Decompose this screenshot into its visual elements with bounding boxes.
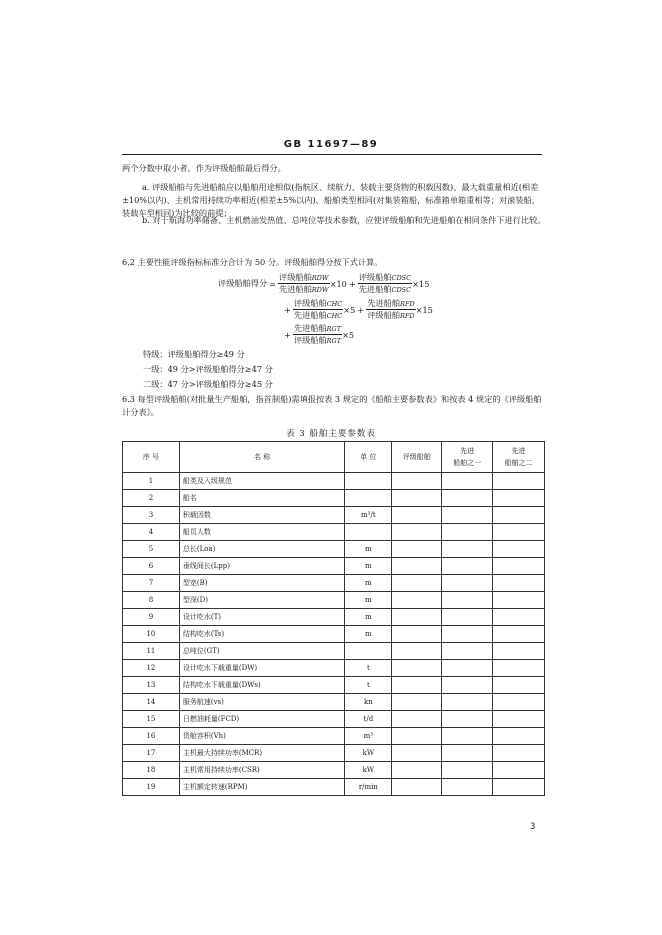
row-advanced-1-value [442, 660, 493, 677]
row-rated-value [392, 473, 442, 490]
row-rated-value [392, 524, 442, 541]
row-no: 15 [123, 711, 180, 728]
table-row [123, 779, 545, 796]
row-no: 18 [123, 762, 180, 779]
row-rated-value [392, 643, 442, 660]
row-advanced-2-value [493, 660, 545, 677]
row-name: 船类及入级规范 [179, 473, 345, 490]
row-rated-value [392, 575, 442, 592]
formula-term-cdsc: $\frac{\text{评级船舶CDSC}}{\text{先进船舶CDSC}}$ [358, 272, 412, 294]
row-rated-value [392, 728, 442, 745]
table-row [123, 609, 545, 626]
section-6-3: 6.3 每型评级船舶(对批量生产船舶，指首制船)需填报按表 3 规定的《船舶主要参数表》和按表 4 规定的《评级船舶计分表》。 [122, 394, 542, 417]
row-advanced-2-value [493, 643, 545, 660]
row-no: 3 [123, 507, 180, 524]
table-row [123, 490, 545, 507]
row-rated-value [392, 541, 442, 558]
row-no: 14 [123, 694, 180, 711]
row-unit: kW [345, 762, 392, 779]
formula-term-rgt: $\frac{\text{先进船舶RGT}}{\text{评级船舶RGT}}$ [293, 323, 342, 345]
row-advanced-2-value [493, 541, 545, 558]
row-name: 货舱容积(Vh) [179, 728, 345, 745]
formula-factor-2: ×15 [412, 278, 430, 289]
formula-term-rdw: $\frac{\text{评级船舶RDW}}{\text{先进船舶RDW}}$ [279, 272, 329, 294]
row-unit [345, 490, 392, 507]
row-no: 10 [123, 626, 180, 643]
row-advanced-1-value [442, 643, 493, 660]
row-name: 结构吃水(Ts) [179, 626, 345, 643]
table-row [123, 524, 545, 541]
row-no: 4 [123, 524, 180, 541]
row-advanced-2-value [493, 694, 545, 711]
row-advanced-1-value [442, 745, 493, 762]
row-name: 设计吃水(T) [179, 609, 345, 626]
row-advanced-1-value [442, 626, 493, 643]
row-advanced-1-value [442, 694, 493, 711]
paragraph-b: b. 对于航海功率储备、主机燃油发热值、总吨位等技术参数，应使评级船舶和先进船舶在相同条件下进行比较。 [142, 215, 546, 225]
row-no: 17 [123, 745, 180, 762]
table-row [123, 677, 545, 694]
table-row [123, 660, 545, 677]
row-advanced-2-value [493, 473, 545, 490]
row-no: 11 [123, 643, 180, 660]
row-unit: t/d [345, 711, 392, 728]
row-name: 总吨位(GT) [179, 643, 345, 660]
header-no: 序 号 [123, 442, 180, 473]
row-rated-value [392, 609, 442, 626]
row-no: 6 [123, 558, 180, 575]
row-name: 船员人数 [179, 524, 345, 541]
formula-factor-1: ×10 [329, 278, 347, 289]
formula-term-chc: $\frac{\text{评级船舶CHC}}{\text{先进船舶CHC}}$ [293, 298, 343, 320]
formula-factor-3: ×5 [343, 304, 356, 315]
row-unit: kW [345, 745, 392, 762]
row-unit: t [345, 660, 392, 677]
header-rule [122, 154, 542, 155]
row-advanced-2-value [493, 626, 545, 643]
row-unit: m [345, 541, 392, 558]
row-advanced-1-value [442, 507, 493, 524]
row-advanced-2-value [493, 745, 545, 762]
formula-equals: = [269, 278, 277, 289]
formula-plus-1: + [348, 278, 356, 289]
table-row [123, 473, 545, 490]
row-name: 船名 [179, 490, 345, 507]
row-advanced-2-value [493, 490, 545, 507]
formula-factor-5: ×5 [342, 329, 355, 340]
row-name: 型深(D) [179, 592, 345, 609]
row-name: 主机额定转速(RPM) [179, 779, 345, 796]
row-advanced-1-value [442, 558, 493, 575]
formula-line-2 [282, 298, 433, 321]
row-no: 5 [123, 541, 180, 558]
row-name: 结构吃水下载重量(DWs) [179, 677, 345, 694]
paragraph-intro: 两个分数中取小者，作为评级船舶最后得分。 [122, 163, 286, 173]
row-rated-value [392, 490, 442, 507]
row-no: 2 [123, 490, 180, 507]
paragraph-a: a. 评级船舶与先进船舶应以船舶用途相似(指航区、续航力、装载主要货物的积载因数)、最大载重量相近(相差±10%以内)、主机常用持续功率相近(相差±5%以内)、船舶类型相同(对集装箱船，标准箱单箱重相等；对滚装船，装载车型相同)为比较的前提； [122, 182, 540, 218]
row-unit: m [345, 575, 392, 592]
row-rated-value [392, 507, 442, 524]
row-advanced-1-value [442, 677, 493, 694]
row-unit: m [345, 592, 392, 609]
row-unit: r/min [345, 779, 392, 796]
row-unit [345, 473, 392, 490]
table-body [123, 473, 545, 796]
row-advanced-2-value [493, 592, 545, 609]
table-title: 表 3 船舶主要参数表 [286, 429, 376, 439]
row-advanced-2-value [493, 558, 545, 575]
formula-plus-4: + [284, 329, 291, 340]
table-row [123, 643, 545, 660]
row-no: 8 [123, 592, 180, 609]
table-row [123, 626, 545, 643]
table-header-row [123, 442, 545, 473]
grade-second: 二级：47 分>评级船舶得分≥45 分 [143, 379, 273, 389]
row-rated-value [392, 779, 442, 796]
table-row [123, 711, 545, 728]
formula-line-3 [282, 323, 354, 346]
row-name: 设计吃水下载重量(DW) [179, 660, 345, 677]
header-unit: 单 位 [345, 442, 392, 473]
row-advanced-2-value [493, 575, 545, 592]
row-advanced-2-value [493, 507, 545, 524]
row-advanced-1-value [442, 490, 493, 507]
table-row [123, 762, 545, 779]
row-rated-value [392, 762, 442, 779]
row-advanced-2-value [493, 779, 545, 796]
row-rated-value [392, 745, 442, 762]
formula-plus-3: + [357, 304, 365, 315]
table-row [123, 694, 545, 711]
row-rated-value [392, 660, 442, 677]
header-advanced-ship-1: 先进 船舶之一 [442, 442, 493, 473]
row-advanced-1-value [442, 762, 493, 779]
ship-parameters-table [122, 441, 545, 796]
row-name: 服务航速(vs) [179, 694, 345, 711]
table-row [123, 745, 545, 762]
row-name: 主机最大持续功率(MCR) [179, 745, 345, 762]
row-no: 12 [123, 660, 180, 677]
row-unit: t [345, 677, 392, 694]
standard-number-header: GB 11697—89 [283, 139, 379, 150]
table-row [123, 541, 545, 558]
row-no: 1 [123, 473, 180, 490]
row-advanced-2-value [493, 524, 545, 541]
row-advanced-2-value [493, 609, 545, 626]
row-rated-value [392, 626, 442, 643]
row-unit: m [345, 609, 392, 626]
row-unit: kn [345, 694, 392, 711]
row-name: 主机常用持续功率(CSR) [179, 762, 345, 779]
formula-lhs: 评级船舶得分 [218, 278, 268, 288]
row-unit [345, 524, 392, 541]
row-unit: m³ [345, 728, 392, 745]
table-row [123, 507, 545, 524]
row-advanced-1-value [442, 524, 493, 541]
row-advanced-1-value [442, 609, 493, 626]
table-row [123, 558, 545, 575]
row-unit: m³/t [345, 507, 392, 524]
row-advanced-2-value [493, 677, 545, 694]
row-unit [345, 643, 392, 660]
formula-plus-2: + [284, 304, 291, 315]
row-advanced-1-value [442, 711, 493, 728]
table-row [123, 575, 545, 592]
grade-special: 特级：评级船舶得分≥49 分 [143, 349, 245, 359]
row-rated-value [392, 694, 442, 711]
row-advanced-2-value [493, 711, 545, 728]
row-name: 积载因数 [179, 507, 345, 524]
row-name: 总长(Loa) [179, 541, 345, 558]
row-no: 19 [123, 779, 180, 796]
section-6-2: 6.2 主要性能评级指标标准分合计为 50 分。评级船舶得分按下式计算。 [122, 257, 383, 267]
row-advanced-1-value [442, 575, 493, 592]
row-no: 7 [123, 575, 180, 592]
header-rated-ship: 评级船舶 [392, 442, 442, 473]
row-name: 型宽(B) [179, 575, 345, 592]
table-row [123, 728, 545, 745]
row-no: 9 [123, 609, 180, 626]
formula-term-rfd: $\frac{\text{先进船舶RFD}}{\text{评级船舶RFD}}$ [367, 298, 415, 320]
header-name: 名 称 [179, 442, 345, 473]
row-name: 日燃油耗量(FCD) [179, 711, 345, 728]
row-rated-value [392, 711, 442, 728]
row-advanced-1-value [442, 728, 493, 745]
row-unit: m [345, 558, 392, 575]
grade-first: 一级：49 分>评级船舶得分≥47 分 [143, 364, 273, 374]
row-advanced-2-value [493, 728, 545, 745]
row-no: 13 [123, 677, 180, 694]
row-rated-value [392, 558, 442, 575]
header-advanced-ship-2: 先进 船舶之二 [493, 442, 545, 473]
page-number: 3 [530, 822, 536, 832]
row-advanced-1-value [442, 592, 493, 609]
row-rated-value [392, 592, 442, 609]
row-advanced-1-value [442, 541, 493, 558]
table-row [123, 592, 545, 609]
row-rated-value [392, 677, 442, 694]
row-advanced-1-value [442, 779, 493, 796]
row-name: 垂线间长(Lpp) [179, 558, 345, 575]
row-advanced-2-value [493, 762, 545, 779]
formula-factor-4: ×15 [415, 304, 433, 315]
row-advanced-1-value [442, 473, 493, 490]
row-no: 16 [123, 728, 180, 745]
formula-line-1 [218, 272, 429, 295]
row-unit: m [345, 626, 392, 643]
